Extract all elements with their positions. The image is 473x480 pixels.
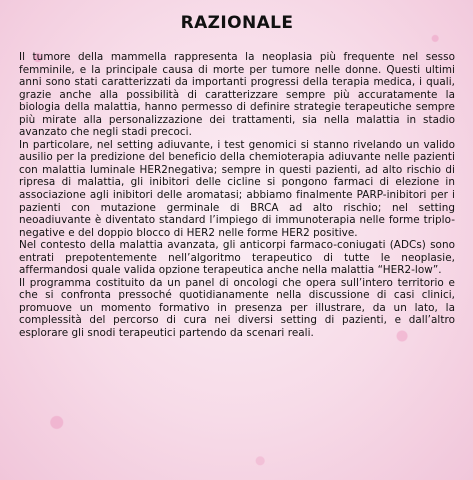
paragraph-intro: Il tumore della mammella rappresenta la neoplasia più frequente nel sesso femminile, e la principale causa di morte per tumore nelle donne. Questi ultimi anni sono stati caratterizzati da importanti progressi della terapia medica, i quali, grazie anche alla possibilità di caratterizzare sempre più accuratamente la biologia della malattia, hanno permesso di definire strategie terapeutiche sempre più mirate alla personalizzazione dei trattamenti, sia nella malattia in stadio avanzato che negli stadi precoci.: [19, 51, 455, 139]
body-text: [19, 51, 455, 340]
page-title: RAZIONALE: [180, 13, 294, 33]
paragraph-advanced: Nel contesto della malattia avanzata, gli anticorpi farmaco-coniugati (ADCs) sono entrati prepotentemente nell’algoritmo terapeutico di tutte le neoplasie, affermandosi quale valida opzione terapeutica anche nella malattia “HER2-low”.: [19, 239, 455, 277]
paragraph-adjuvant: In particolare, nel setting adiuvante, i test genomici si stanno rivelando un valido ausilio per la predizione del beneficio della chemioterapia adiuvante nelle pazienti con malattia luminale HER2negativa; sempre in questi pazienti, ad alto rischio di ripresa di malattia, gli inibitori delle cicline si pongono farmaci di elezione in associazione agli inibitori delle aromatasi; abbiamo finalmente PARP-inibitori per i pazienti con mutazione germinale di BRCA ad alto rischio; nel setting neoadiuvante è diventato standard l’impiego di immunoterapia nelle forme triplo-negative e del doppio blocco di HER2 nelle forme HER2 positive.: [19, 138, 455, 239]
paragraph-program: Il programma costituito da un panel di oncologi che opera sull’intero territorio e che si confronta pressoché quotidianamente nella discussione di casi clinici, promuove un momento formativo in presenza per illustrare, da un lato, la complessità del percorso di cura nei diversi setting di pazienti, e dall’altro esplorare gli snodi terapeutici partendo da scenari reali.: [19, 276, 455, 340]
